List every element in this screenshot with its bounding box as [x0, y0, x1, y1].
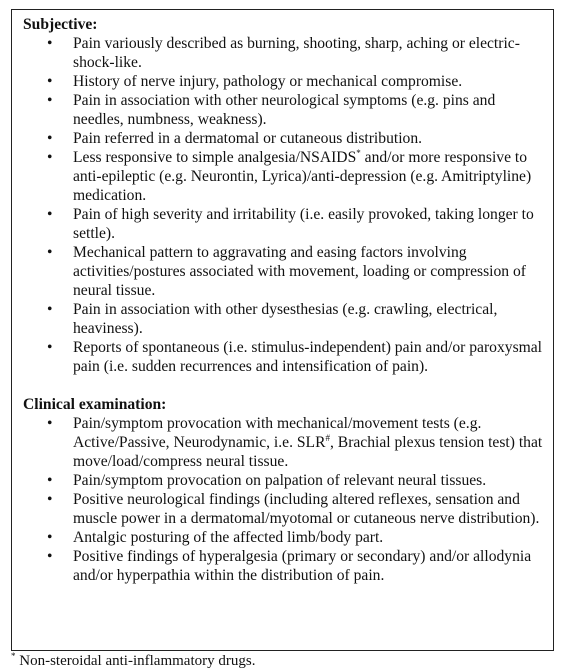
bullet-icon: •: [47, 92, 53, 109]
item-text: Pain in association with other neurological symptoms (e.g. pins and needles, numbness, weakness).: [73, 92, 496, 128]
bullet-icon: •: [47, 244, 53, 261]
bullet-icon: •: [47, 415, 53, 432]
bullet-icon: •: [47, 149, 53, 166]
item-text: Pain referred in a dermatomal or cutaneous distribution.: [73, 130, 423, 147]
item-text: Positive findings of hyperalgesia (primary or secondary) and/or allodynia and/or hyperpathia within the distribution of pain.: [73, 548, 532, 584]
section-heading-clinical-examination: Clinical examination:: [23, 396, 167, 413]
bullet-icon: •: [47, 206, 53, 223]
list-item: [23, 414, 547, 471]
subjective-list: [23, 34, 547, 376]
clinical-examination-list: [23, 414, 547, 585]
item-text-before: Pain/symptom provocation with mechanical/movement tests (e.g. Active/Passive, Neurodynamic, i.e. SLR: [73, 415, 482, 451]
item-text: Mechanical pattern to aggravating and easing factors involving activities/postures associated with movement, loading or compression of neural tissue.: [73, 244, 526, 299]
list-item: [23, 528, 547, 547]
footnote-marker: *: [11, 651, 16, 661]
list-item: [23, 148, 547, 205]
list-item: [23, 72, 547, 91]
list-item: [23, 34, 547, 72]
list-item: [23, 490, 547, 528]
item-text: Pain of high severity and irritability (i.e. easily provoked, taking longer to settle).: [73, 206, 534, 242]
footnote-text: Non-steroidal anti-inflammatory drugs.: [15, 653, 256, 669]
list-item: [23, 91, 547, 129]
bullet-icon: •: [47, 339, 53, 356]
list-item: [23, 547, 547, 585]
list-item: [23, 338, 547, 376]
footnote-marker: #: [325, 433, 330, 443]
item-text: Positive neurological findings (including altered reflexes, sensation and muscle power in a dermatomal/myotomal or cutaneous nerve distribution).: [73, 491, 540, 527]
list-item: [23, 205, 547, 243]
bullet-icon: •: [47, 35, 53, 52]
item-text: Antalgic posturing of the affected limb/body part.: [73, 529, 384, 546]
section-heading-subjective: Subjective:: [23, 16, 98, 33]
footnote-marker: *: [356, 148, 361, 158]
item-text: History of nerve injury, pathology or mechanical compromise.: [73, 73, 463, 90]
list-item: [23, 300, 547, 338]
bullet-icon: •: [47, 301, 53, 318]
footnote: [11, 652, 255, 671]
bullet-icon: •: [47, 73, 53, 90]
list-item: [23, 243, 547, 300]
item-text: Pain/symptom provocation on palpation of relevant neural tissues.: [73, 472, 487, 489]
criteria-box: [11, 9, 554, 651]
bullet-icon: •: [47, 529, 53, 546]
list-item: [23, 129, 547, 148]
item-text: Pain variously described as burning, shooting, sharp, aching or electric-shock-like.: [73, 35, 520, 71]
bullet-icon: •: [47, 472, 53, 489]
item-text-after: and/or more responsive to anti-epileptic (e.g. Neurontin, Lyrica)/anti-depression (e.g. Amitriptyline) medication.: [73, 149, 532, 204]
item-text-after: , Brachial plexus tension test) that move/load/compress neural tissue.: [73, 434, 543, 470]
item-text: Reports of spontaneous (i.e. stimulus-independent) pain and/or paroxysmal pain (i.e. sudden recurrences and intensification of pain).: [73, 339, 543, 375]
bullet-icon: •: [47, 491, 53, 508]
list-item: [23, 471, 547, 490]
bullet-icon: •: [47, 548, 53, 565]
item-text-before: Less responsive to simple analgesia/NSAIDS: [73, 149, 357, 166]
bullet-icon: •: [47, 130, 53, 147]
item-text: Pain in association with other dysesthesias (e.g. crawling, electrical, heaviness).: [73, 301, 498, 337]
